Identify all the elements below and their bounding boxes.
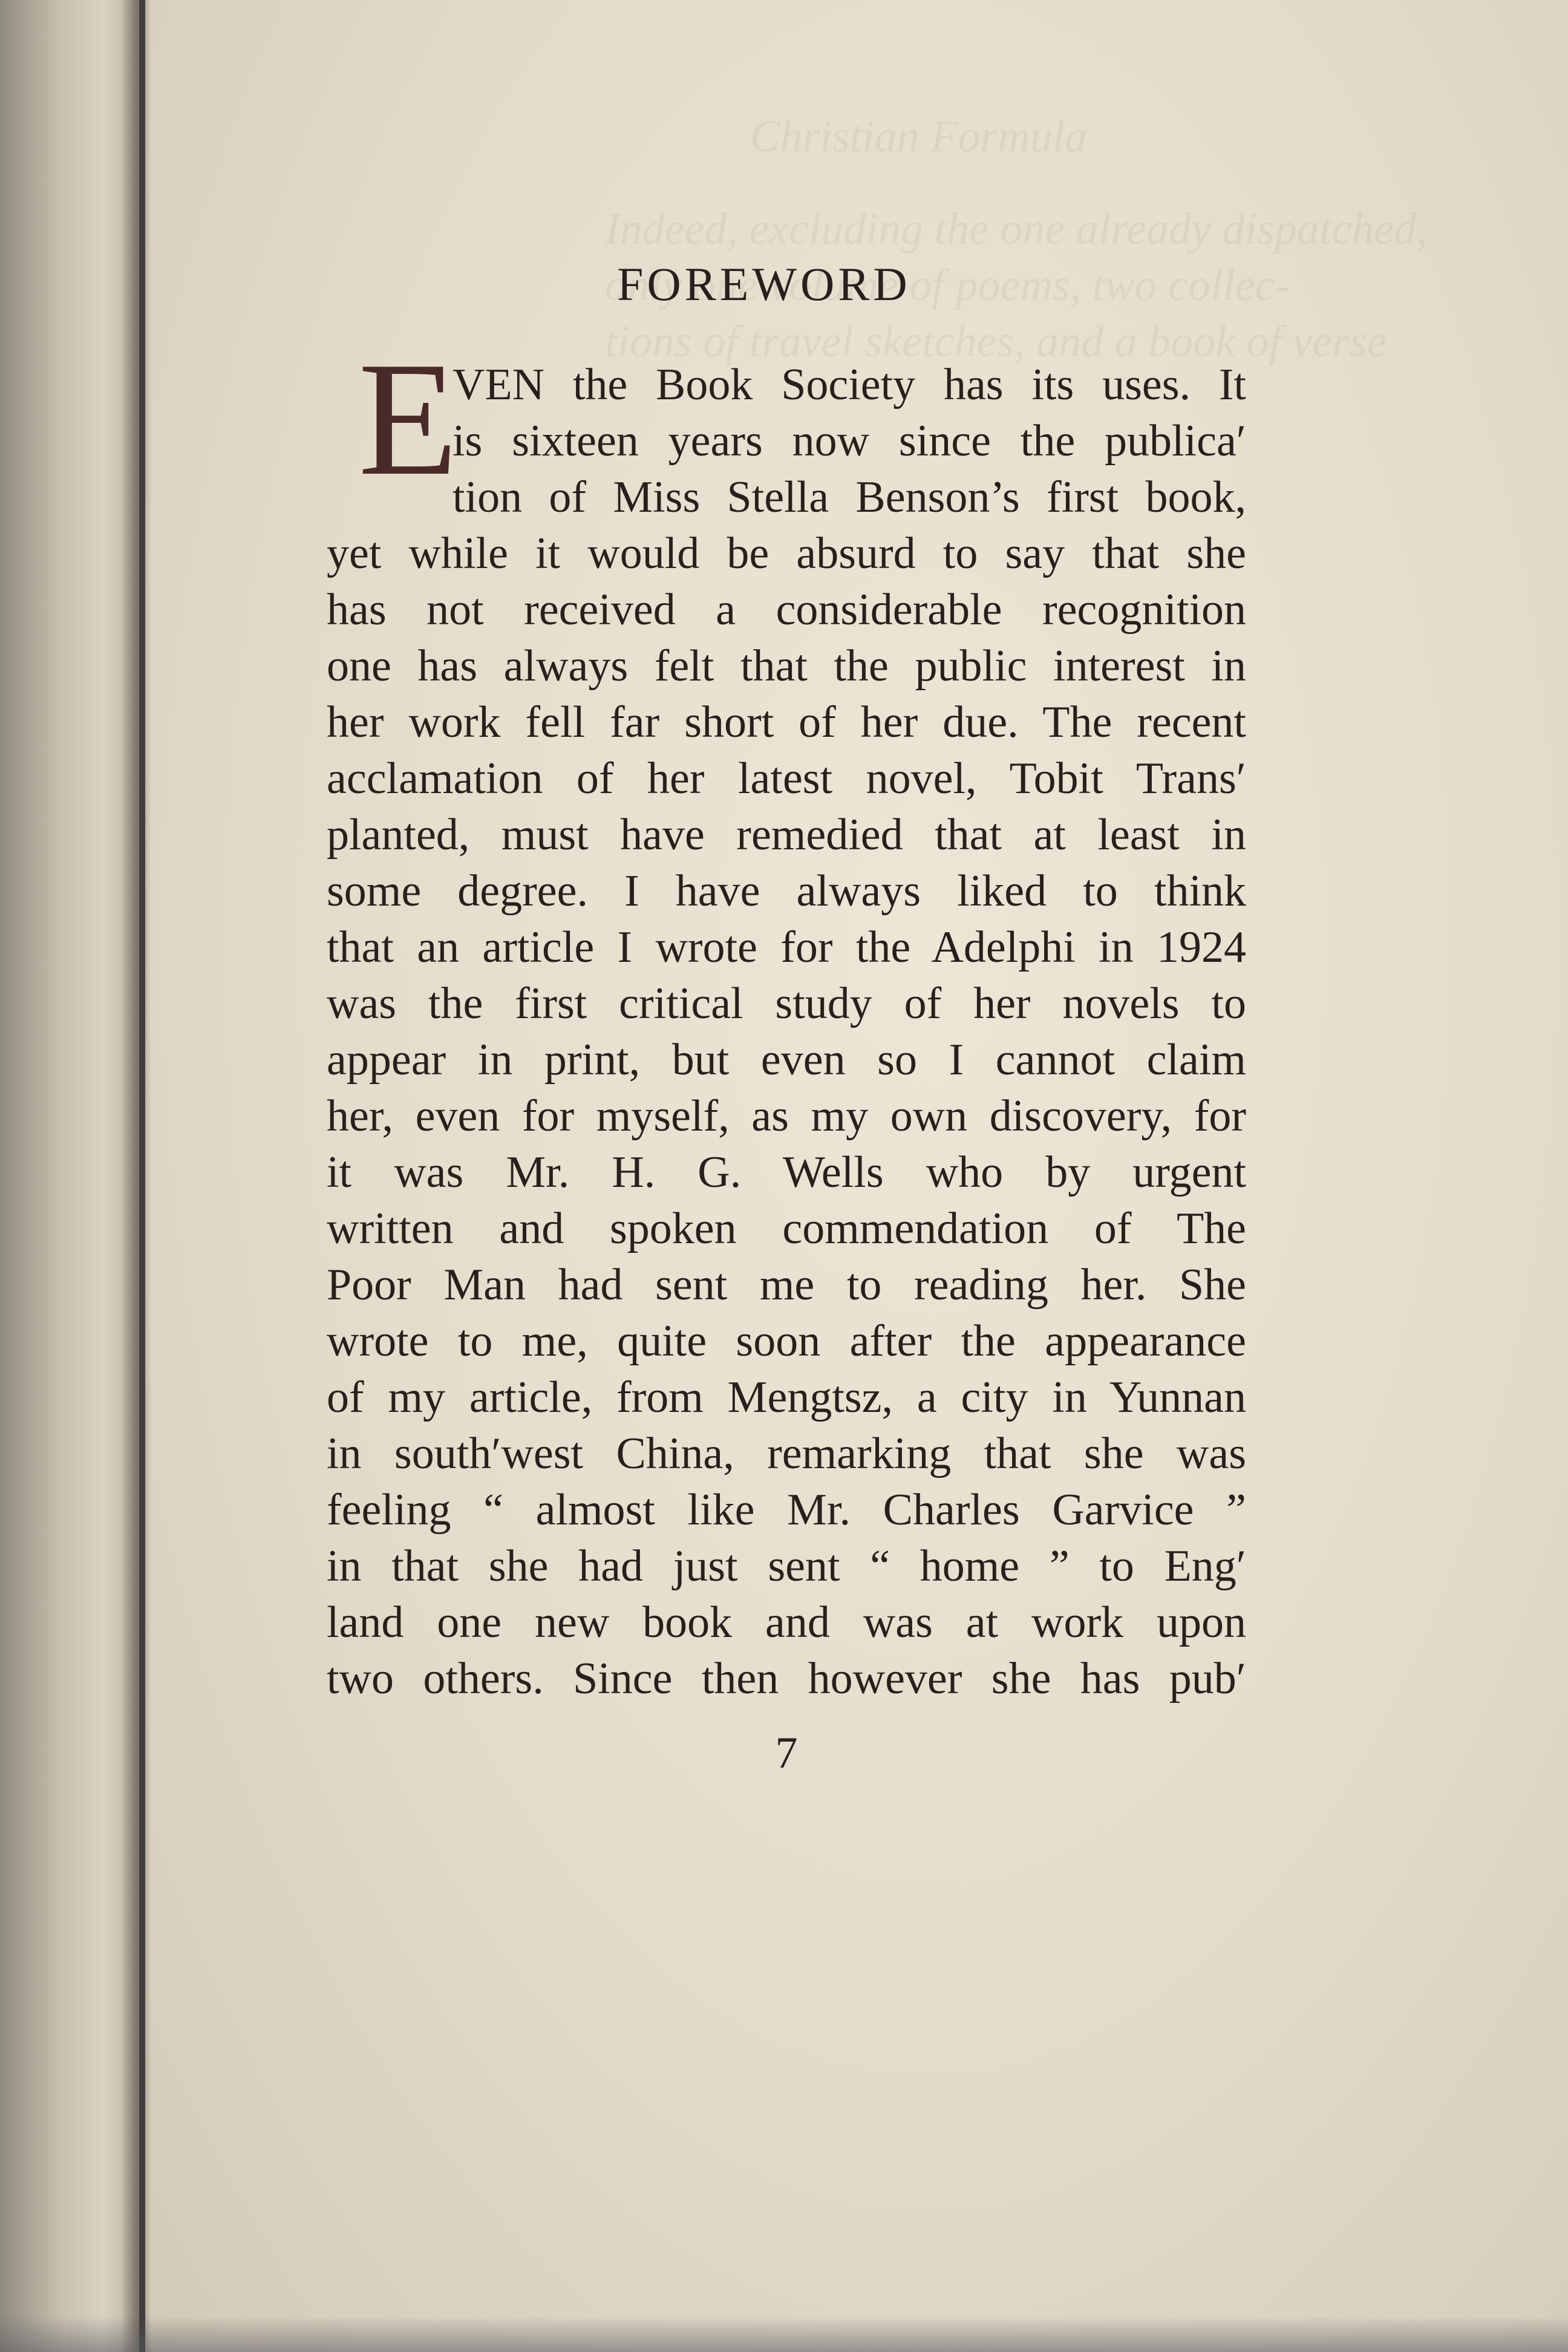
text-line: that an article I wrote for the Adelphi in 1924 <box>327 923 1246 972</box>
book-gutter <box>121 0 151 2352</box>
show-through-text <box>605 109 1258 370</box>
text-line: was the first critical study of her novels to <box>327 979 1246 1028</box>
text-line: of my article, from Mengtsz, a city in Yunnan <box>327 1373 1246 1422</box>
text-line: Poor Man had sent me to reading her. She <box>327 1260 1246 1310</box>
text-line: wrote to me, quite soon after the appearance <box>327 1316 1246 1366</box>
page-number: 7 <box>775 1728 798 1778</box>
text-line: yet while it would be absurd to say that she <box>327 529 1246 578</box>
text-line: some degree. I have always liked to think <box>327 866 1246 916</box>
page-title: FOREWORD <box>617 258 911 310</box>
text-line: VEN the Book Society has its uses. It <box>452 360 1246 410</box>
text-line: tion of Miss Stella Benson’s first book, <box>452 472 1246 522</box>
text-line: acclamation of her latest novel, Tobit Trans′ <box>327 754 1246 803</box>
drop-cap: E <box>358 328 458 509</box>
text-line: in that she had just sent “ home ” to Eng′ <box>327 1541 1246 1591</box>
body-text <box>327 357 1246 1707</box>
text-line: one has always felt that the public interest in <box>327 641 1246 691</box>
text-line: two others. Since then however she has pub′ <box>327 1654 1246 1704</box>
facing-page <box>0 0 139 2352</box>
text-line: feeling “ almost like Mr. Charles Garvice ” <box>327 1485 1246 1535</box>
page-bottom-shadow <box>0 2316 1568 2352</box>
text-line: land one new book and was at work upon <box>327 1598 1246 1647</box>
text-line: is sixteen years now since the publica′ <box>452 416 1246 466</box>
text-line: appear in print, but even so I cannot claim <box>327 1035 1246 1085</box>
text-line: her work fell far short of her due. The recent <box>327 697 1246 747</box>
text-line: has not received a considerable recognition <box>327 585 1246 635</box>
show-through-line <box>605 201 1258 258</box>
text-line: it was Mr. H. G. Wells who by urgent <box>327 1148 1246 1197</box>
text-line: in south′west China, remarking that she was <box>327 1429 1246 1478</box>
show-through-header <box>750 109 1258 165</box>
text-line: planted, must have remedied that at least in <box>327 810 1246 860</box>
text-line: her, even for myself, as my own discovery, for <box>327 1091 1246 1141</box>
text-line: written and spoken commendation of The <box>327 1204 1246 1253</box>
